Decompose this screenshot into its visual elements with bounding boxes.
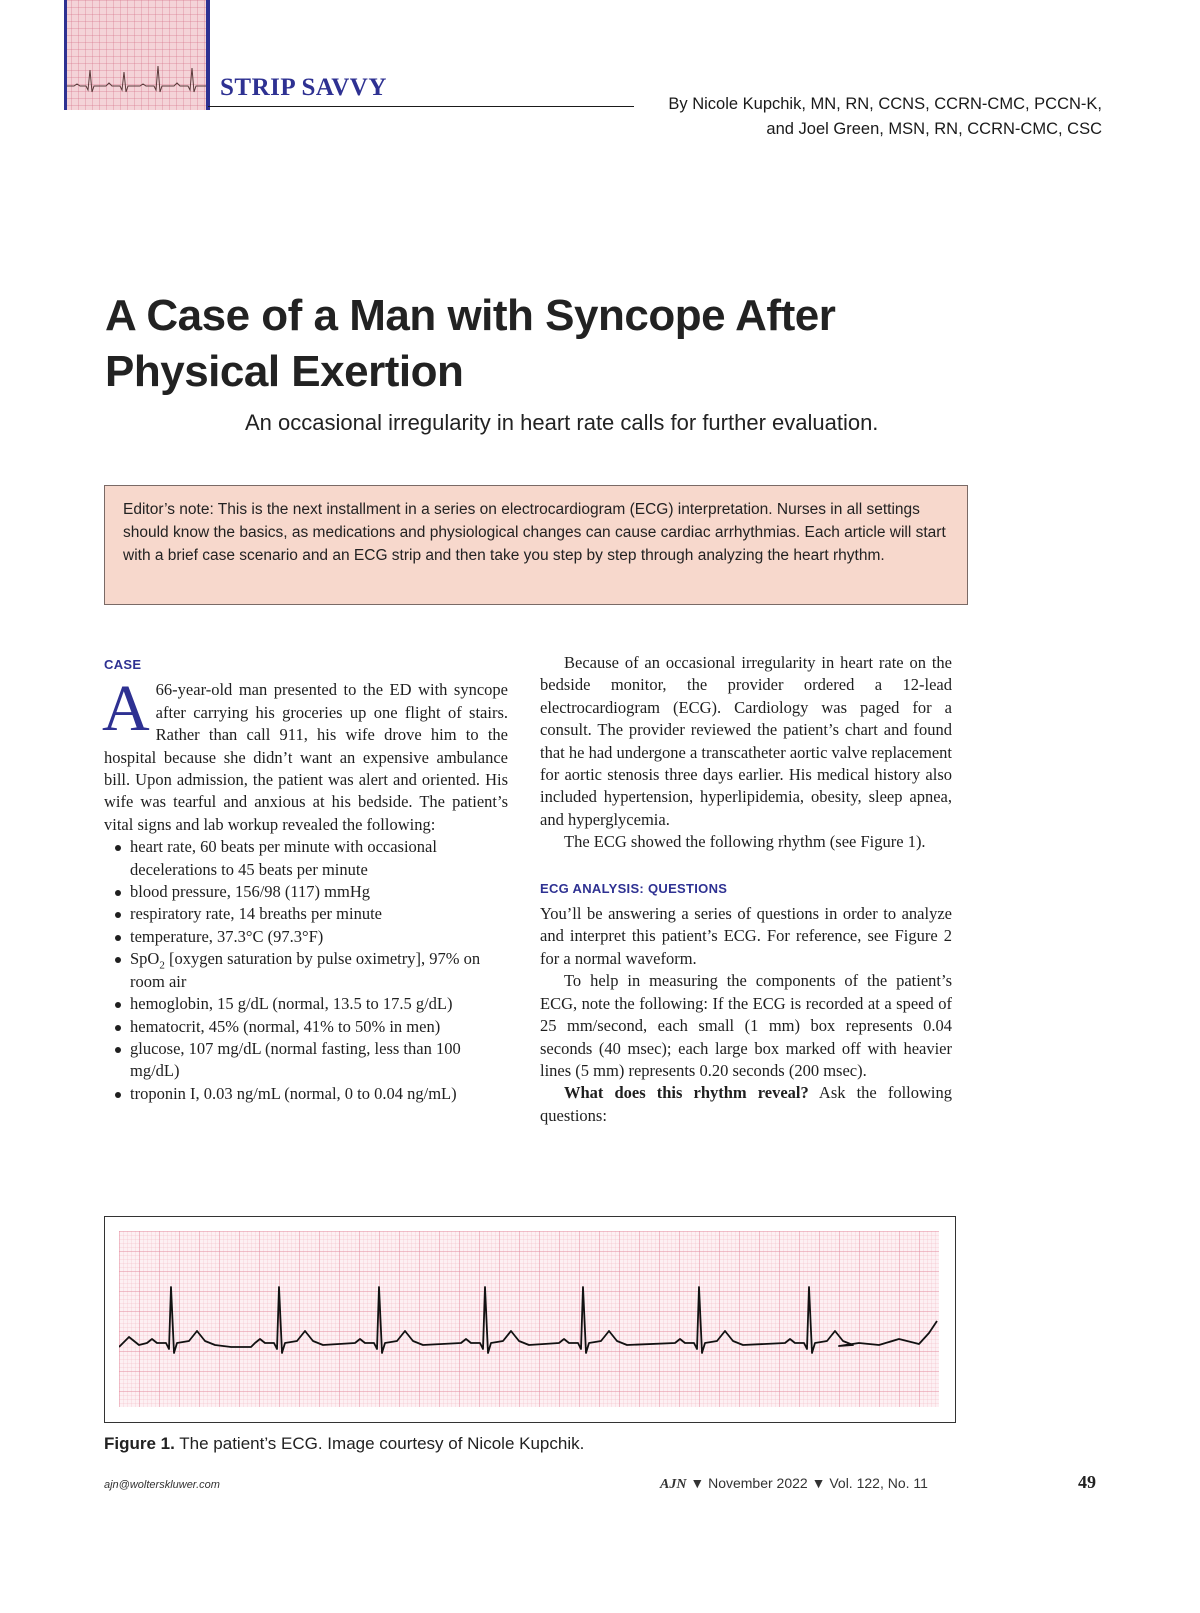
header-accent-bar bbox=[206, 0, 210, 110]
spo2-subscript: 2 bbox=[159, 959, 165, 972]
list-item: temperature, 37.3°C (97.3°F) bbox=[104, 926, 508, 948]
figure-caption-text: The patient’s ECG. Image courtesy of Nicole Kupchik. bbox=[174, 1434, 585, 1453]
list-item: hemoglobin, 15 g/dL (normal, 13.5 to 17.5 g/dL) bbox=[104, 993, 508, 1015]
left-column bbox=[104, 652, 508, 1105]
right-paragraph-5 bbox=[540, 1082, 952, 1127]
footer-journal-info bbox=[660, 1475, 928, 1493]
journal-issue: ▼ November 2022 ▼ Vol. 122, No. 11 bbox=[686, 1475, 928, 1491]
spo2-text: [oxygen saturation by pulse oximetry], 97% on room air bbox=[130, 949, 481, 991]
right-paragraph-2: The ECG showed the following rhythm (see Figure 1). bbox=[564, 832, 926, 852]
figure-label: Figure 1. bbox=[104, 1434, 175, 1453]
header-accent-bar-left bbox=[64, 0, 67, 110]
case-heading: CASE bbox=[104, 657, 142, 672]
right-column bbox=[540, 652, 952, 1127]
figure-1-frame bbox=[104, 1216, 956, 1423]
right-paragraph-1: Because of an occasional irregularity in heart rate on the bedside monitor, the provider ordered a 12-lead electrocardiogram (ECG). Cardiology was paged for a consult. The provider reviewed the patient’s chart and found that he had undergone a transcatheter aortic valve replacement for aortic stenosis three days earlier. His medical history also included hypertension, hyperlipidemia, obesity, sleep apnea, and hyperglycemia. bbox=[540, 653, 952, 829]
questions-heading: ECG ANALYSIS: QUESTIONS bbox=[540, 880, 728, 896]
rhythm-question-rest: Ask the following questions: bbox=[540, 1083, 952, 1125]
spo2-prefix: SpO bbox=[130, 949, 160, 969]
vitals-list bbox=[104, 836, 508, 1105]
article-subtitle: An occasional irregularity in heart rate calls for further evaluation. bbox=[245, 410, 879, 435]
page-number: 49 bbox=[1078, 1472, 1096, 1492]
editor-note-text: Editor’s note: This is the next installment in a series on electrocardiogram (ECG) interpretation. Nurses in all settings should know the basics, as medications and physiological changes can cause cardiac arrhythmias. Each article will start with a brief case scenario and an ECG strip and then take you step by step through analyzing the heart rhythm. bbox=[123, 501, 946, 564]
section-label: STRIP SAVVY bbox=[220, 74, 387, 101]
journal-name: AJN bbox=[660, 1477, 687, 1492]
header-rule bbox=[208, 106, 634, 107]
figure-caption bbox=[104, 1434, 584, 1454]
article-title: A Case of a Man with Syncope After Physical Exertion bbox=[105, 291, 836, 396]
case-paragraph bbox=[102, 672, 508, 836]
list-item: heart rate, 60 beats per minute with occasional decelerations to 45 beats per minute bbox=[104, 836, 508, 881]
case-paragraph-text: 66-year-old man presented to the ED with syncope after carrying his groceries up one flight of stairs. Rather than call 911, his wife drove him to the hospital because she didn’t want an expensive ambulance bill. Upon admission, the patient was alert and oriented. His wife was tearful and anxious at his bedside. The patient’s vital signs and lab workup revealed the following: bbox=[104, 680, 508, 834]
right-paragraph-4: To help in measuring the components of the patient’s ECG, note the following: If the ECG is recorded at a speed of 25 mm/second, each small (1 mm) box represents 0.04 seconds (40 msec); each large box marked off with heavier lines (5 mm) represents 0.20 seconds (200 msec). bbox=[540, 971, 952, 1080]
list-item bbox=[104, 948, 508, 993]
list-item: blood pressure, 156/98 (117) mmHg bbox=[104, 881, 508, 903]
ecg-strip bbox=[119, 1231, 939, 1407]
list-item: respiratory rate, 14 breaths per minute bbox=[104, 903, 508, 925]
right-paragraph-3: You’ll be answering a series of questions in order to analyze and interpret this patient’s ECG. For reference, see Figure 2 for a normal waveform. bbox=[540, 904, 952, 968]
drop-cap: A bbox=[102, 672, 150, 746]
footer-website: ajn@wolterskluwer.com bbox=[104, 1479, 220, 1491]
byline-line-1: By Nicole Kupchik, MN, RN, CCNS, CCRN-CMC, PCCN-K, bbox=[668, 95, 1102, 113]
byline-line-2: and Joel Green, MSN, RN, CCRN-CMC, CSC bbox=[766, 120, 1102, 138]
header-ecg-image bbox=[64, 0, 206, 110]
byline bbox=[668, 92, 1102, 142]
editor-note-box bbox=[104, 485, 968, 605]
rhythm-question: What does this rhythm reveal? bbox=[564, 1083, 809, 1103]
list-item: troponin I, 0.03 ng/mL (normal, 0 to 0.04 ng/mL) bbox=[104, 1083, 508, 1105]
ecg-grid bbox=[119, 1231, 939, 1407]
list-item: hematocrit, 45% (normal, 41% to 50% in men) bbox=[104, 1016, 508, 1038]
header-ecg-trace bbox=[64, 0, 206, 110]
list-item: glucose, 107 mg/dL (normal fasting, less than 100 mg/dL) bbox=[104, 1038, 508, 1083]
